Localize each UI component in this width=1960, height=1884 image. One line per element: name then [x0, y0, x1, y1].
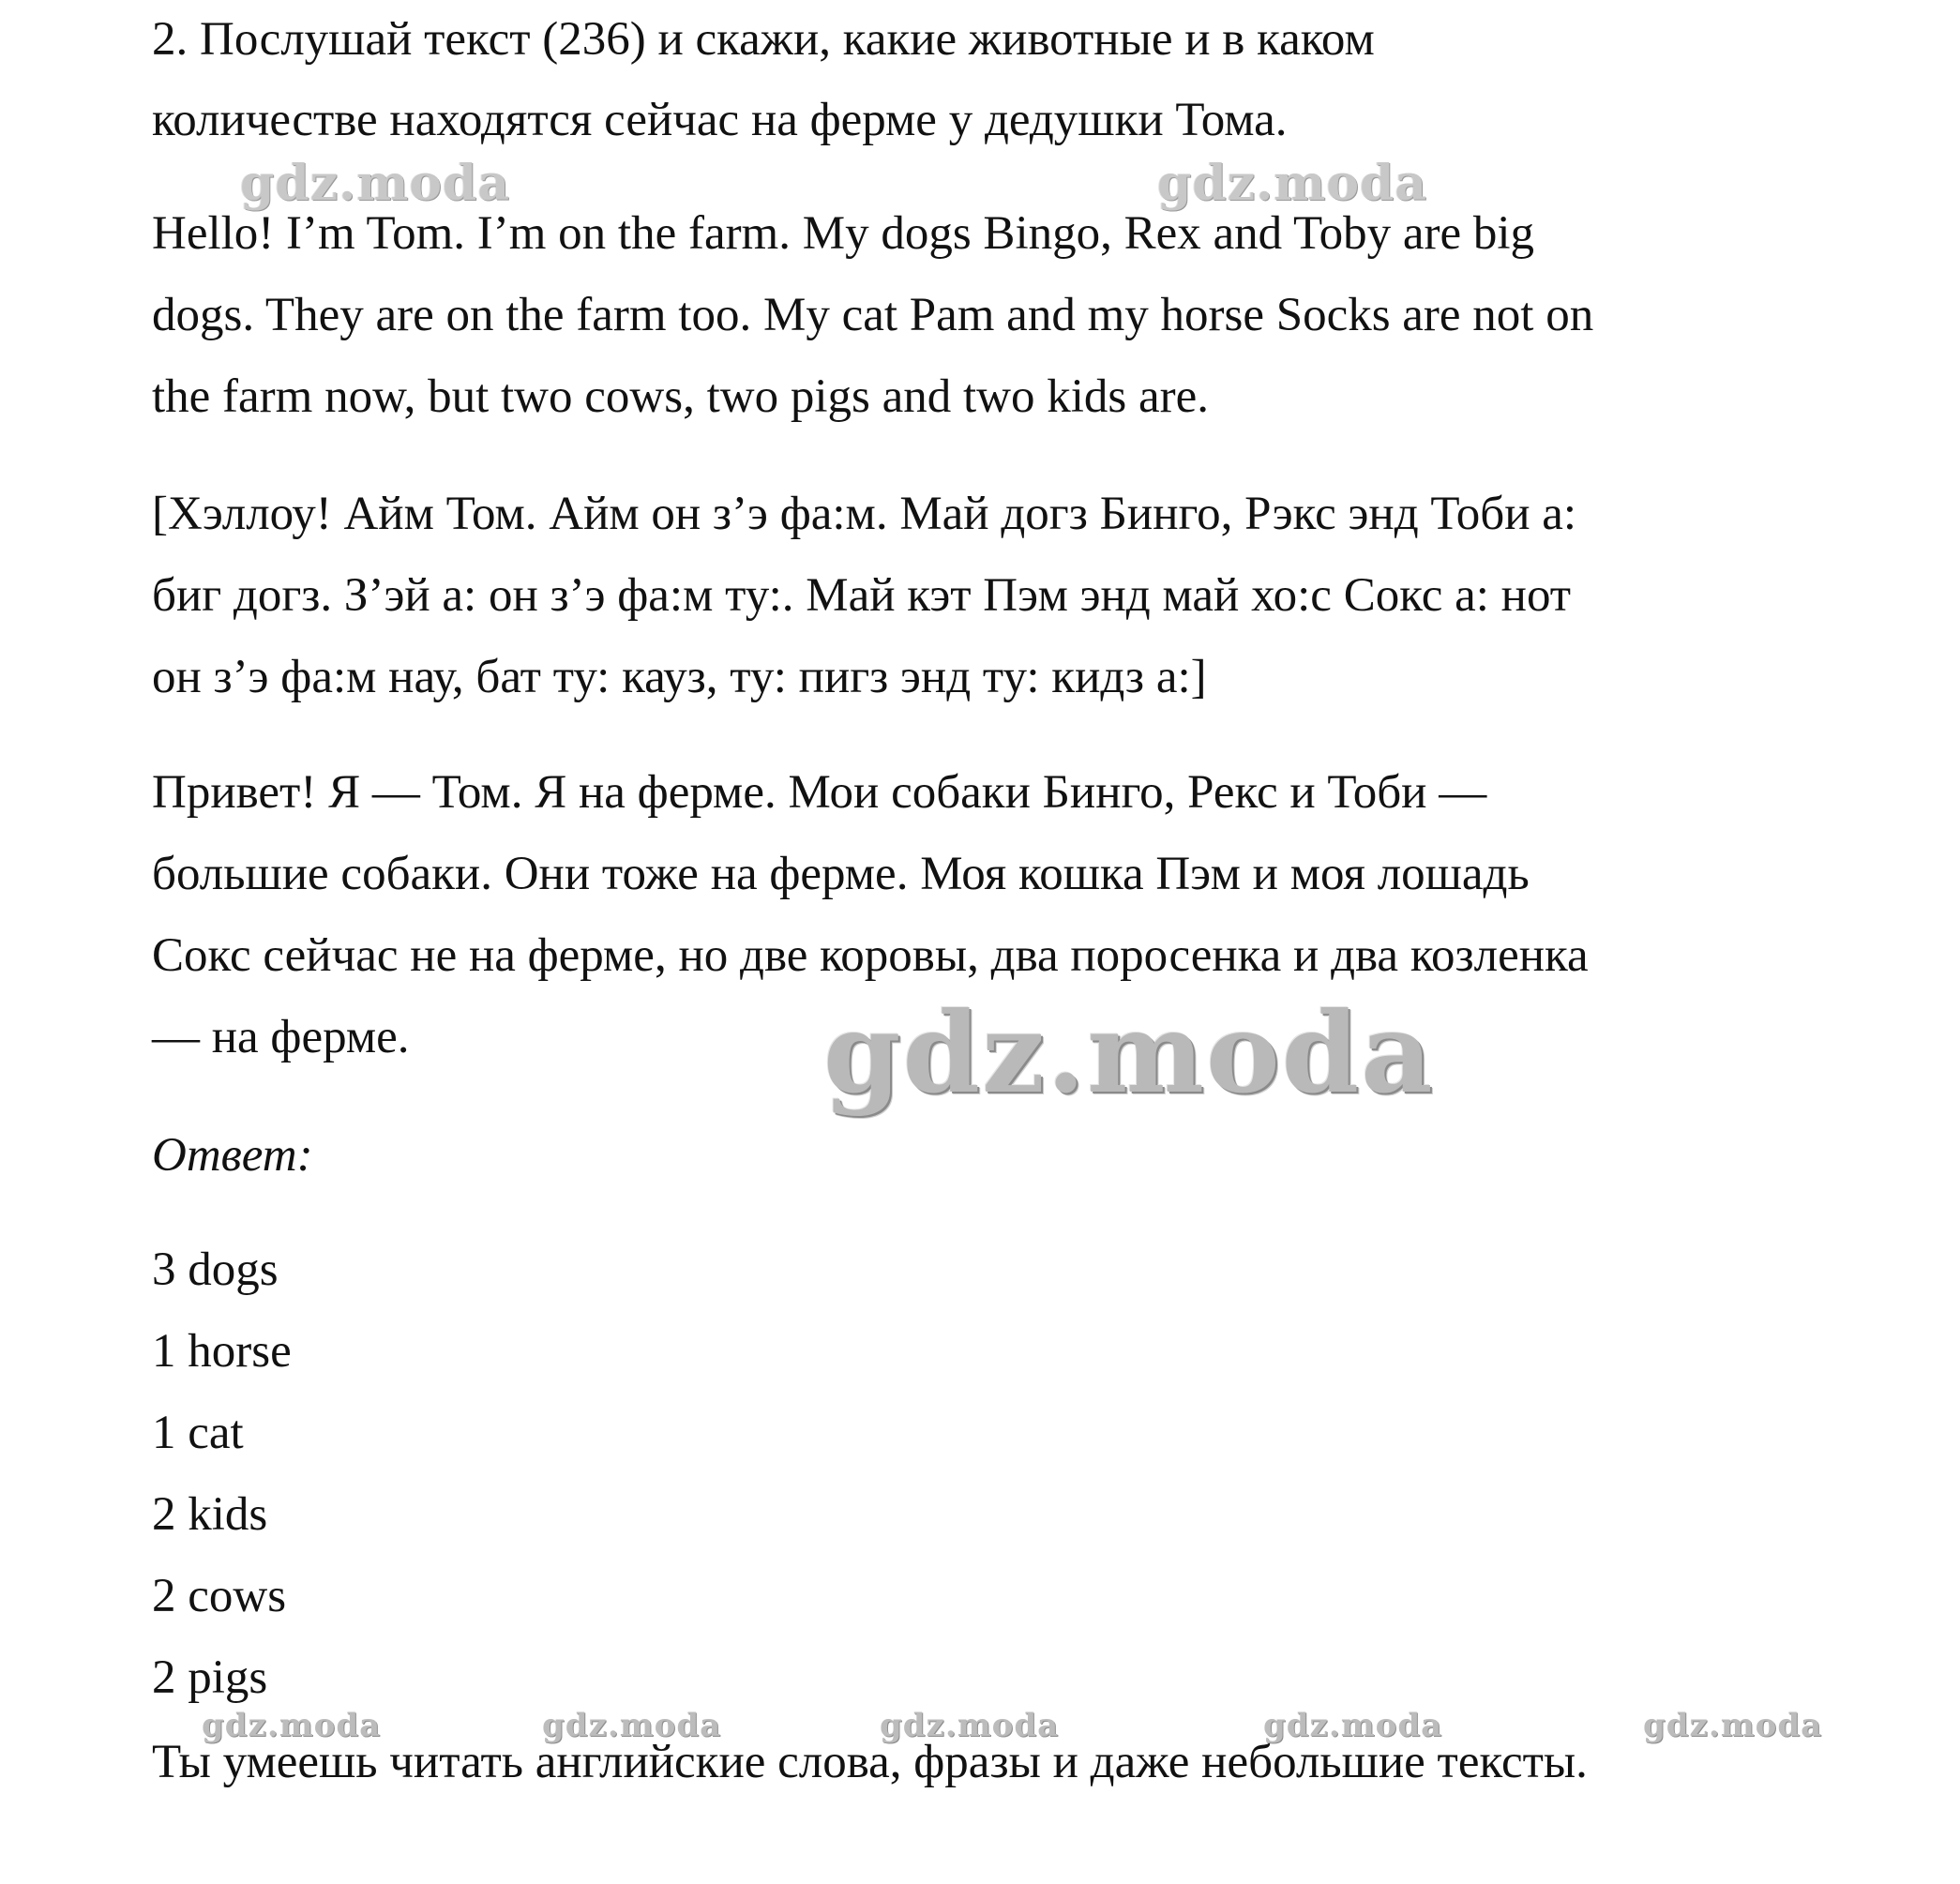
transcription-line-3: он з’э фа:м нау, бат ту: кауз, ту: пигз энд ту: кидз а:]: [152, 651, 1207, 703]
watermark-logo: gdz.moda: [1157, 155, 1428, 212]
transcription-line-2: биг догз. З’эй а: он з’э фа:м ту:. Май кэт Пэм энд май хо:с Сокс а: нот: [152, 569, 1572, 622]
answer-item: 1 cat: [152, 1407, 244, 1459]
answer-item: 2 pigs: [152, 1651, 268, 1704]
transcription-line-1: [Хэллоу! Айм Том. Айм он з’э фа:м. Май догз Бинго, Рэкс энд Тоби а:: [152, 488, 1577, 540]
answer-item: 2 cows: [152, 1570, 287, 1622]
answer-item: 1 horse: [152, 1325, 292, 1378]
answer-item: 3 dogs: [152, 1243, 279, 1296]
english-line-2: dogs. They are on the farm too. My cat Pam and my horse Socks are not on: [152, 289, 1594, 341]
watermark-logo: gdz.moda: [202, 1707, 382, 1744]
watermark-logo: gdz.moda: [542, 1707, 722, 1744]
translation-line-2: большие собаки. Они тоже на ферме. Моя кошка Пэм и моя лошадь: [152, 848, 1530, 900]
translation-line-3: Сокс сейчас не на ферме, но две коровы, два поросенка и два козленка: [152, 929, 1589, 982]
task-line-1: 2. Послушай текст (236) и скажи, какие животные и в каком: [152, 13, 1375, 66]
watermark-logo: gdz.moda: [823, 987, 1435, 1118]
answer-item: 2 kids: [152, 1488, 268, 1541]
task-line-2: количестве находятся сейчас на ферме у дедушки Тома.: [152, 94, 1288, 146]
english-line-1: Hello! I’m Tom. I’m on the farm. My dogs Bingo, Rex and Toby are big: [152, 207, 1534, 260]
watermark-logo: gdz.moda: [880, 1707, 1060, 1744]
translation-line-1: Привет! Я — Том. Я на ферме. Мои собаки Бинго, Рекс и Тоби —: [152, 766, 1487, 819]
watermark-logo: gdz.moda: [1643, 1707, 1823, 1744]
english-line-3: the farm now, but two cows, two pigs and two kids are.: [152, 370, 1210, 423]
footer-text: Ты умеешь читать английские слова, фразы и даже небольшие тексты.: [152, 1736, 1588, 1788]
answer-label: Ответ:: [152, 1129, 313, 1182]
watermark-logo: gdz.moda: [240, 155, 511, 212]
watermark-logo: gdz.moda: [1263, 1707, 1443, 1744]
translation-line-4: — на ферме.: [152, 1011, 410, 1063]
